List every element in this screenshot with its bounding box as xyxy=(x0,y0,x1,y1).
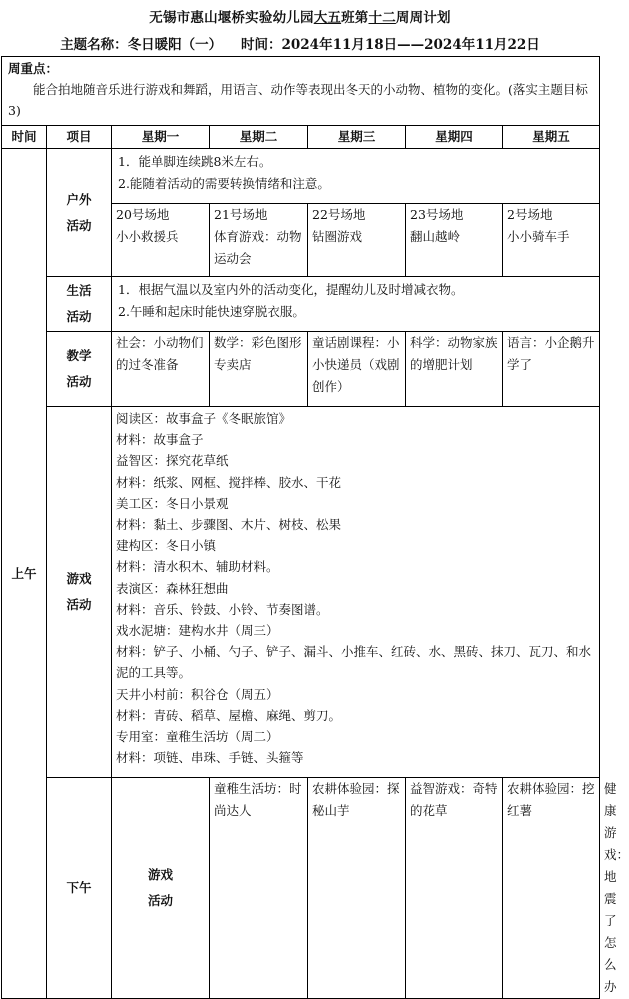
life-goal: 1．根据气温以及室内外的活动变化，提醒幼儿及时增减衣物。 xyxy=(118,282,464,297)
play-line: 材料：故事盒子 xyxy=(116,432,204,448)
play-line: 材料：音乐、铃鼓、小铃、节奏图谱。 xyxy=(116,601,329,617)
col-thursday: 星期四 xyxy=(406,126,503,149)
outdoor-thursday: 23号场地 翻山越岭 xyxy=(406,204,503,277)
col-item: 项目 xyxy=(47,126,112,149)
afternoon-label: 游戏 活动 xyxy=(112,778,210,999)
play-line: 益智区：探究花草纸 xyxy=(116,453,229,469)
life-goal: 2.午睡和起床时能快速穿脱衣服。 xyxy=(118,304,305,319)
outdoor-goals xyxy=(112,149,600,204)
play-line: 表演区：森林狂想曲 xyxy=(116,580,229,596)
class-name: 大五 xyxy=(313,10,342,26)
play-line: 材料：铲子、小桶、勺子、铲子、漏斗、小推车、红砖、水、黑砖、抹刀、瓦刀、和水泥的工具等。 xyxy=(116,644,592,681)
time-value: 2024年11月18日——2024年11月22日 xyxy=(281,37,540,53)
teaching-label: 教学 活动 xyxy=(47,332,112,407)
teaching-row xyxy=(2,332,600,407)
weekly-plan-table xyxy=(1,56,629,999)
play-label: 游戏 活动 xyxy=(47,407,112,778)
theme-label: 主题名称： xyxy=(60,37,128,53)
teaching-wednesday: 童话剧课程：小小快递员（戏剧创作） xyxy=(308,332,406,407)
col-time: 时间 xyxy=(2,126,47,149)
afternoon-thursday: 农耕体验园：挖红薯 xyxy=(503,778,600,999)
theme-line xyxy=(0,33,600,53)
life-goals xyxy=(112,277,600,332)
outdoor-goal: 1．能单脚连续跳8米左右。 xyxy=(118,154,272,169)
am-label: 上午 xyxy=(2,149,47,999)
play-line: 天井小村前：积谷仓（周五） xyxy=(116,686,279,702)
outdoor-goals-row xyxy=(2,149,600,204)
time-label: 时间： xyxy=(241,37,282,53)
play-areas xyxy=(112,407,600,778)
life-label: 生活 活动 xyxy=(47,277,112,332)
play-line: 材料：青砖、稻草、屋檐、麻绳、剪刀。 xyxy=(116,707,342,723)
teaching-friday: 语言：小企鹅升学了 xyxy=(503,332,600,407)
teaching-monday: 社会：小动物们的过冬准备 xyxy=(112,332,210,407)
col-friday: 星期五 xyxy=(503,126,600,149)
play-line: 建构区：冬日小镇 xyxy=(116,538,217,554)
play-line: 材料：纸浆、网框、搅拌棒、胶水、干花 xyxy=(116,474,342,490)
play-line: 材料：项链、串珠、手链、头箍等 xyxy=(116,750,304,766)
header-row xyxy=(2,126,600,149)
play-line: 阅读区：故事盒子《冬眠旅馆》 xyxy=(116,411,292,426)
play-line: 戏水泥塘：建构水井（周三） xyxy=(116,623,279,639)
outdoor-monday: 20号场地 小小救援兵 xyxy=(112,204,210,277)
afternoon-monday: 童稚生活坊：时尚达人 xyxy=(210,778,308,999)
afternoon-wednesday: 益智游戏：奇特的花草 xyxy=(406,778,503,999)
play-line: 专用室：童稚生活坊（周二） xyxy=(116,729,279,745)
focus-label: 周重点： xyxy=(8,61,59,76)
play-row xyxy=(2,407,600,778)
theme-value: 冬日暖阳（一） xyxy=(127,37,223,53)
col-tuesday: 星期二 xyxy=(210,126,308,149)
outdoor-goal: 2.能随着活动的需要转换情绪和注意。 xyxy=(118,176,330,191)
col-monday: 星期一 xyxy=(112,126,210,149)
col-wednesday: 星期三 xyxy=(308,126,406,149)
pm-label: 下午 xyxy=(47,778,112,999)
teaching-tuesday: 数学：彩色图形专卖店 xyxy=(210,332,308,407)
week-focus xyxy=(2,57,600,126)
focus-text: 能合拍地随音乐进行游戏和舞蹈，用语言、动作等表现出冬天的小动物、植物的变化。(落实主题目标3) xyxy=(8,82,588,118)
week-number: 十二 xyxy=(368,10,396,26)
focus-row xyxy=(2,57,600,126)
outdoor-tuesday: 21号场地 体育游戏：动物运动会 xyxy=(210,204,308,277)
outdoor-wednesday: 22号场地 钻圈游戏 xyxy=(308,204,406,277)
afternoon-row: 下午 游戏 活动 童稚生活坊：时尚达人 农耕体验园：探秘山芋 益智游戏：奇特的花草 农耕体验园：挖红薯 健康游戏：地震了怎么办 xyxy=(2,778,600,999)
outdoor-friday: 2号场地 小小骑车手 xyxy=(503,204,600,277)
afternoon-tuesday: 农耕体验园：探秘山芋 xyxy=(308,778,406,999)
life-row xyxy=(2,277,600,332)
play-line: 美工区：冬日小景观 xyxy=(116,495,229,511)
page-title: 无锡市惠山堰桥实验幼儿园大五班第十二周周计划 xyxy=(149,10,451,26)
play-line: 材料：清水积木、辅助材料。 xyxy=(116,559,279,575)
outdoor-label: 户外 活动 xyxy=(47,149,112,277)
teaching-thursday: 科学：动物家族的增肥计划 xyxy=(406,332,503,407)
play-line: 材料：黏土、步骤图、木片、树枝、松果 xyxy=(116,517,342,533)
